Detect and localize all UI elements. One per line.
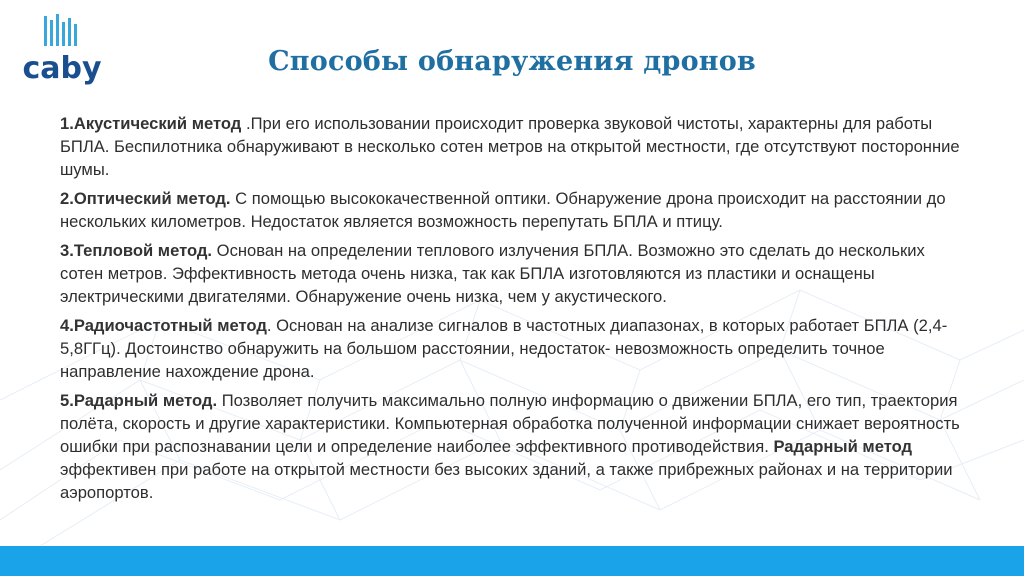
method-text: Позволяет получить максимально полную информацию о движении БПЛА, его тип, траектория полёта, скорость и другие характеристики. Компьютерная обработка полученной информации снижает вероятность ошибки при распознавании цели и определение наиболее эффективного противодействия. — [60, 391, 960, 456]
footer-bar — [0, 546, 1024, 576]
method-text-continued: эффективен при работе на открытой местности без высоких зданий, а также прибрежных районах и на территории аэропортов. — [60, 460, 953, 502]
method-text: .При его использовании происходит проверка звуковой чистоты, характерны для работы БПЛА. Беспилотника обнаруживают в несколько сотен метров на открытой местности, где отсутствуют посторонние шумы. — [60, 114, 960, 179]
logo-text: caby — [22, 51, 102, 86]
method-radiofrequency — [60, 314, 970, 383]
method-radar — [60, 389, 970, 504]
method-heading: 5.Радарный метод. — [60, 391, 218, 410]
method-text: . Основан на анализе сигналов в частотных диапазонах, в которых работает БПЛА (2,4-5,8ГГц). Достоинство обнаружить на большом расстоянии, недостаток- невозможность определить точное направление нахождение дрона. — [60, 316, 948, 381]
method-text: Основан на определении теплового излучения БПЛА. Возможно это сделать до нескольких сотен метров. Эффективность метода очень низка, так как БПЛА изготовляются из пластики и оснащены электрическими двигателями. Обнаружение очень низка, чем у акустического. — [60, 241, 925, 306]
method-thermal — [60, 239, 970, 308]
method-heading: 4.Радиочастотный метод — [60, 316, 267, 335]
page-title: Способы обнаружения дронов — [268, 46, 756, 77]
method-heading: 2.Оптический метод. — [60, 189, 231, 208]
method-text: С помощью высококачественной оптики. Обнаружение дрона происходит на расстоянии до нескольких километров. Недостаток является возможность перепутать БПЛА и птицу. — [60, 189, 946, 231]
method-acoustic — [60, 112, 970, 181]
method-heading-inline: Радарный метод — [773, 437, 913, 456]
method-heading: 3.Тепловой метод. — [60, 241, 213, 260]
method-heading: 1.Акустический метод — [60, 114, 242, 133]
method-optical — [60, 187, 970, 233]
methods-list — [60, 112, 970, 510]
